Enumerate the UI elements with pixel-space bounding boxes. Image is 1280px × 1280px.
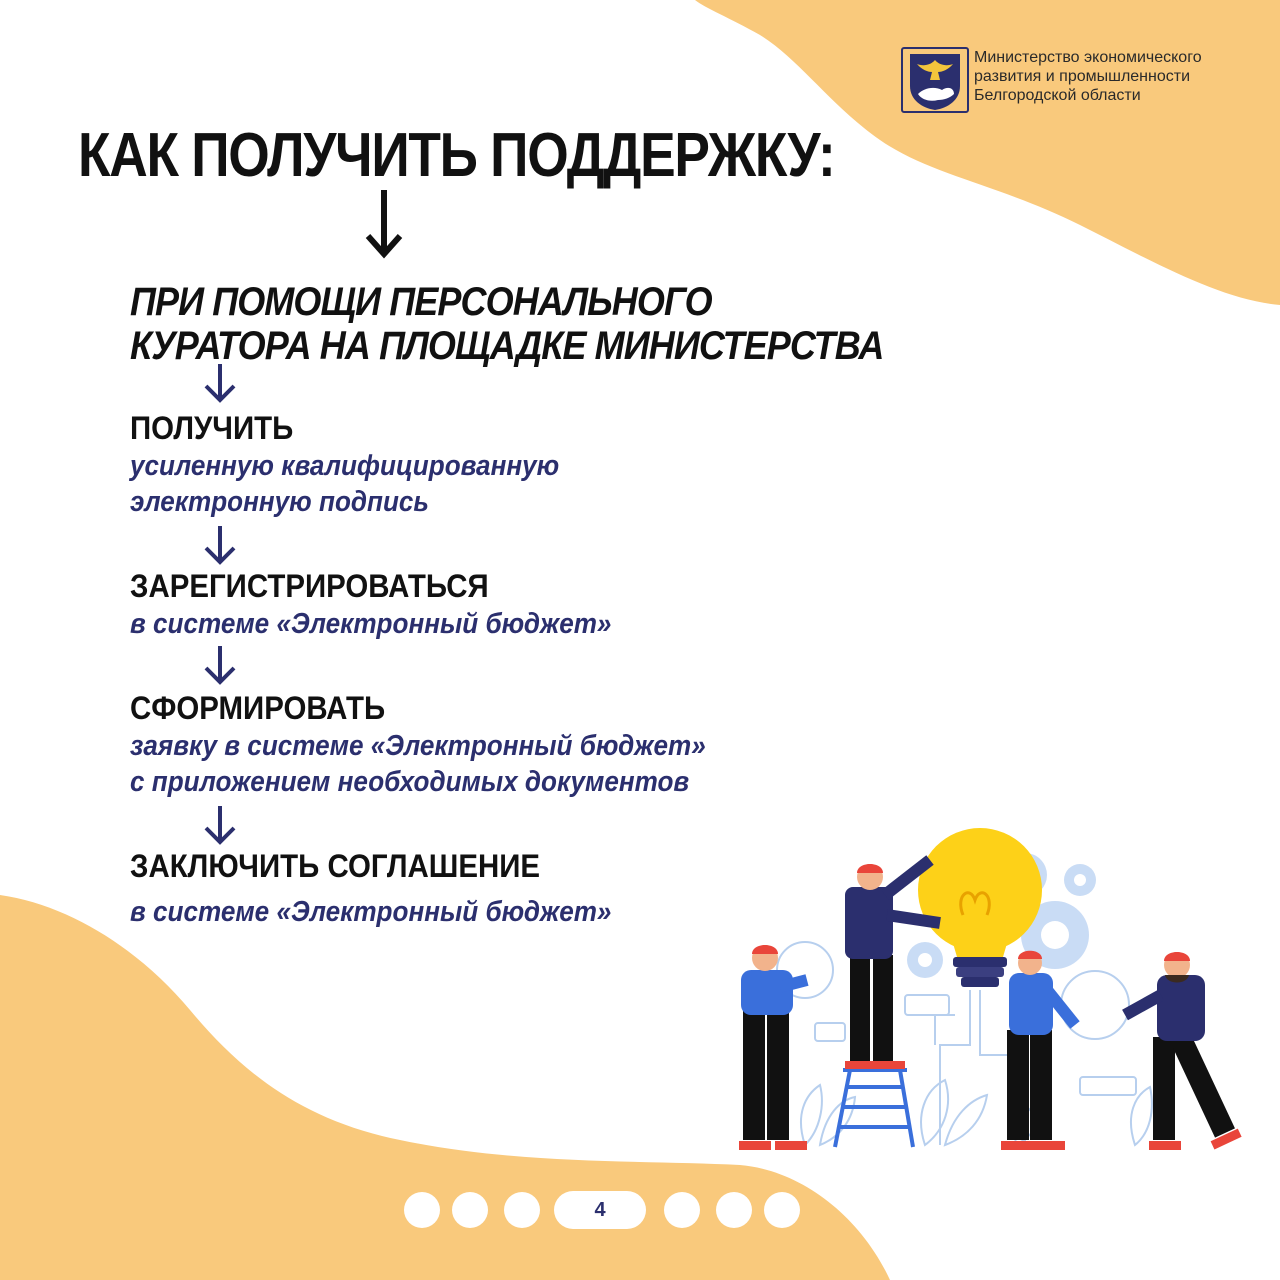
step-1-description	[130, 448, 559, 520]
page-dot[interactable]	[764, 1192, 800, 1228]
page-title: КАК ПОЛУЧИТЬ ПОДДЕРЖКУ:	[78, 121, 835, 190]
worker	[1001, 951, 1075, 1150]
ministry-line-3: Белгородской области	[974, 87, 1141, 104]
step-2-description	[130, 606, 611, 642]
ministry-line-2: развития и промышленности	[974, 68, 1191, 85]
step-3-heading: СФОРМИРОВАТЬ	[130, 690, 386, 726]
page-dot[interactable]	[664, 1192, 700, 1228]
subtitle	[130, 280, 884, 368]
step-1-desc-line-2: электронную подпись	[130, 486, 429, 518]
page-dot[interactable]	[404, 1192, 440, 1228]
step-2-desc-line-1: в системе «Электронный бюджет»	[130, 608, 612, 640]
down-arrow-icon	[200, 804, 240, 846]
step-4-heading: ЗАКЛЮЧИТЬ СОГЛАШЕНИЕ	[130, 848, 541, 884]
step-1-heading: ПОЛУЧИТЬ	[130, 410, 294, 446]
page-dot[interactable]	[716, 1192, 752, 1228]
step-4-desc-line-1: в системе «Электронный бюджет»	[130, 896, 612, 928]
down-arrow-icon	[364, 188, 404, 260]
down-arrow-icon	[200, 644, 240, 686]
teamwork-illustration	[725, 815, 1245, 1160]
ministry-line-1: Министерство экономического	[974, 49, 1202, 66]
subtitle-line-2: КУРАТОРА НА ПЛОЩАДКЕ МИНИСТЕРСТВА	[130, 324, 884, 368]
current-page-indicator: 4	[554, 1191, 646, 1229]
page-dot[interactable]	[504, 1192, 540, 1228]
page-dot[interactable]	[452, 1192, 488, 1228]
down-arrow-icon	[200, 362, 240, 404]
step-3-desc-line-1: заявку в системе «Электронный бюджет»	[130, 730, 706, 762]
step-2-heading: ЗАРЕГИСТРИРОВАТЬСЯ	[130, 568, 489, 604]
worker	[1125, 952, 1242, 1150]
step-3-desc-line-2: с приложением необходимых документов	[130, 766, 690, 798]
ministry-name	[974, 48, 1202, 105]
step-3-description	[130, 728, 706, 800]
down-arrow-icon	[200, 524, 240, 566]
coat-of-arms-icon	[900, 46, 970, 114]
step-4-description	[130, 894, 611, 930]
subtitle-line-1: ПРИ ПОМОЩИ ПЕРСОНАЛЬНОГО	[130, 280, 712, 324]
step-1-desc-line-1: усиленную квалифицированную	[130, 450, 560, 482]
